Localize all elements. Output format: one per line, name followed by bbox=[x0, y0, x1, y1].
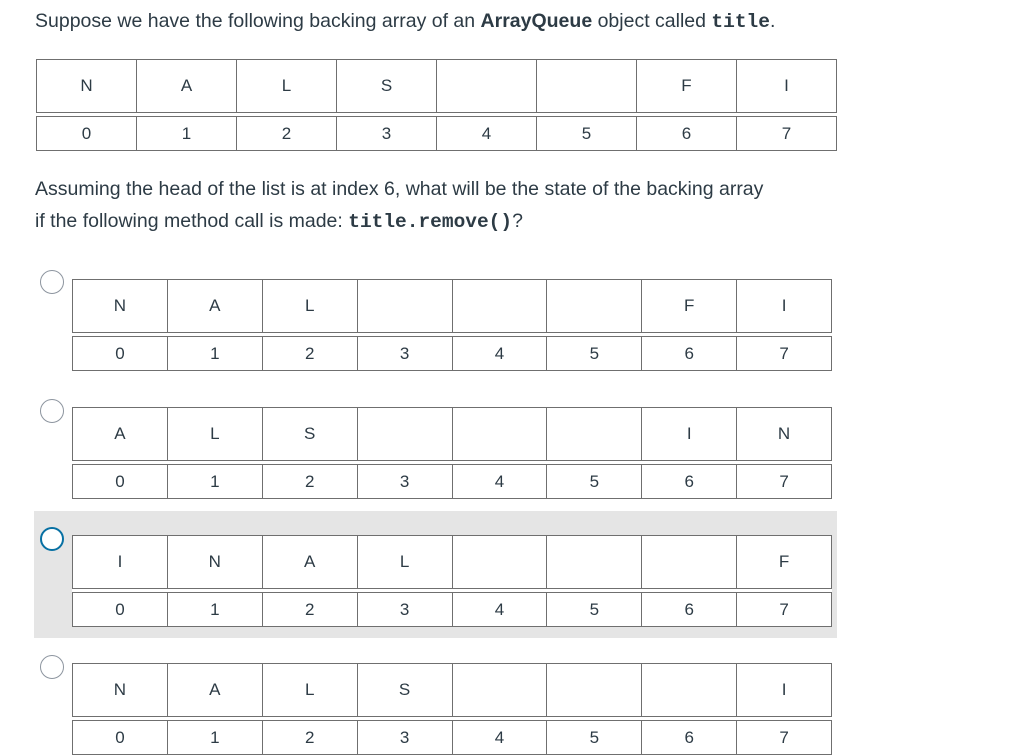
option-cell: A bbox=[73, 408, 168, 461]
index-cell: 6 bbox=[642, 721, 737, 755]
index-cell: 3 bbox=[357, 337, 452, 371]
option-d-radio[interactable] bbox=[40, 655, 64, 679]
option-cell: I bbox=[737, 280, 832, 333]
class-name: ArrayQueue bbox=[480, 10, 593, 32]
array-cell bbox=[537, 60, 637, 113]
option-cell: A bbox=[262, 536, 357, 589]
index-cell: 5 bbox=[547, 465, 642, 499]
index-cell: 7 bbox=[737, 721, 832, 755]
index-cell: 2 bbox=[262, 337, 357, 371]
index-cell: 6 bbox=[637, 117, 737, 151]
index-cell: 6 bbox=[642, 593, 737, 627]
option-cell: L bbox=[357, 536, 452, 589]
option-cell: N bbox=[73, 280, 168, 333]
index-cell: 2 bbox=[262, 721, 357, 755]
index-cell: 3 bbox=[357, 465, 452, 499]
index-cell: 5 bbox=[547, 593, 642, 627]
option-cell: I bbox=[642, 408, 737, 461]
index-cell: 5 bbox=[537, 117, 637, 151]
option-a-radio[interactable] bbox=[40, 270, 64, 294]
index-cell: 6 bbox=[642, 337, 737, 371]
array-cell: A bbox=[137, 60, 237, 113]
option-cell: S bbox=[357, 664, 452, 717]
object-name: title bbox=[711, 11, 770, 33]
option-cell bbox=[547, 664, 642, 717]
option-b-table[interactable] bbox=[72, 407, 832, 499]
index-cell: 1 bbox=[167, 337, 262, 371]
option-cell bbox=[357, 408, 452, 461]
question-prompt bbox=[35, 174, 763, 238]
option-cell bbox=[357, 280, 452, 333]
prompt-line-1: Assuming the head of the list is at index 6, what will be the state of the backing array bbox=[35, 178, 764, 200]
option-index-row bbox=[73, 465, 832, 499]
option-a-table[interactable] bbox=[72, 279, 832, 371]
question-end: . bbox=[769, 10, 776, 32]
question-text bbox=[35, 6, 775, 37]
option-index-row bbox=[73, 593, 832, 627]
option-c-radio[interactable] bbox=[40, 527, 64, 551]
index-cell: 1 bbox=[167, 721, 262, 755]
index-cell: 1 bbox=[167, 593, 262, 627]
option-c-table[interactable] bbox=[72, 535, 832, 627]
option-cell: S bbox=[262, 408, 357, 461]
option-values-row bbox=[73, 664, 832, 717]
option-cell: L bbox=[262, 280, 357, 333]
option-index-row bbox=[73, 721, 832, 755]
option-cell bbox=[642, 536, 737, 589]
index-cell: 4 bbox=[437, 117, 537, 151]
index-cell: 2 bbox=[237, 117, 337, 151]
option-d-table[interactable] bbox=[72, 663, 832, 755]
option-cell: I bbox=[737, 664, 832, 717]
option-cell: N bbox=[73, 664, 168, 717]
index-cell: 7 bbox=[737, 593, 832, 627]
index-cell: 0 bbox=[73, 593, 168, 627]
option-cell: L bbox=[262, 664, 357, 717]
option-cell: A bbox=[167, 280, 262, 333]
option-cell bbox=[452, 408, 547, 461]
index-cell: 6 bbox=[642, 465, 737, 499]
index-cell: 4 bbox=[452, 465, 547, 499]
option-cell bbox=[452, 536, 547, 589]
index-cell: 4 bbox=[452, 593, 547, 627]
prompt-line-2: if the following method call is made: title.remove()? bbox=[35, 209, 523, 233]
index-cell: 0 bbox=[37, 117, 137, 151]
option-cell: F bbox=[737, 536, 832, 589]
index-cell: 0 bbox=[73, 337, 168, 371]
option-values-row bbox=[73, 280, 832, 333]
array-cell: S bbox=[337, 60, 437, 113]
method-call: title.remove() bbox=[348, 210, 513, 233]
index-cell: 7 bbox=[737, 465, 832, 499]
index-cell: 4 bbox=[452, 337, 547, 371]
option-b-radio[interactable] bbox=[40, 399, 64, 423]
index-cell: 0 bbox=[73, 465, 168, 499]
question-intro: Suppose we have the following backing array of an bbox=[35, 10, 481, 32]
array-cell bbox=[437, 60, 537, 113]
backing-array-table bbox=[36, 59, 837, 151]
option-cell: A bbox=[167, 664, 262, 717]
index-cell: 7 bbox=[737, 337, 832, 371]
index-cell: 1 bbox=[167, 465, 262, 499]
array-cell: I bbox=[737, 60, 837, 113]
option-cell: N bbox=[737, 408, 832, 461]
option-cell bbox=[642, 664, 737, 717]
index-cell: 1 bbox=[137, 117, 237, 151]
option-cell bbox=[452, 664, 547, 717]
option-values-row bbox=[73, 408, 832, 461]
option-cell bbox=[452, 280, 547, 333]
index-cell: 5 bbox=[547, 337, 642, 371]
array-cell: L bbox=[237, 60, 337, 113]
option-cell: I bbox=[73, 536, 168, 589]
array-index-row bbox=[37, 117, 837, 151]
index-cell: 0 bbox=[73, 721, 168, 755]
index-cell: 4 bbox=[452, 721, 547, 755]
option-cell bbox=[547, 280, 642, 333]
index-cell: 2 bbox=[262, 465, 357, 499]
question-mid: object called bbox=[592, 10, 712, 32]
option-index-row bbox=[73, 337, 832, 371]
array-values-row bbox=[37, 60, 837, 113]
index-cell: 5 bbox=[547, 721, 642, 755]
index-cell: 7 bbox=[737, 117, 837, 151]
option-cell bbox=[547, 536, 642, 589]
option-cell: F bbox=[642, 280, 737, 333]
array-cell: N bbox=[37, 60, 137, 113]
array-cell: F bbox=[637, 60, 737, 113]
option-cell: L bbox=[167, 408, 262, 461]
option-values-row bbox=[73, 536, 832, 589]
index-cell: 3 bbox=[357, 593, 452, 627]
option-cell: N bbox=[167, 536, 262, 589]
index-cell: 2 bbox=[262, 593, 357, 627]
option-cell bbox=[547, 408, 642, 461]
index-cell: 3 bbox=[337, 117, 437, 151]
index-cell: 3 bbox=[357, 721, 452, 755]
